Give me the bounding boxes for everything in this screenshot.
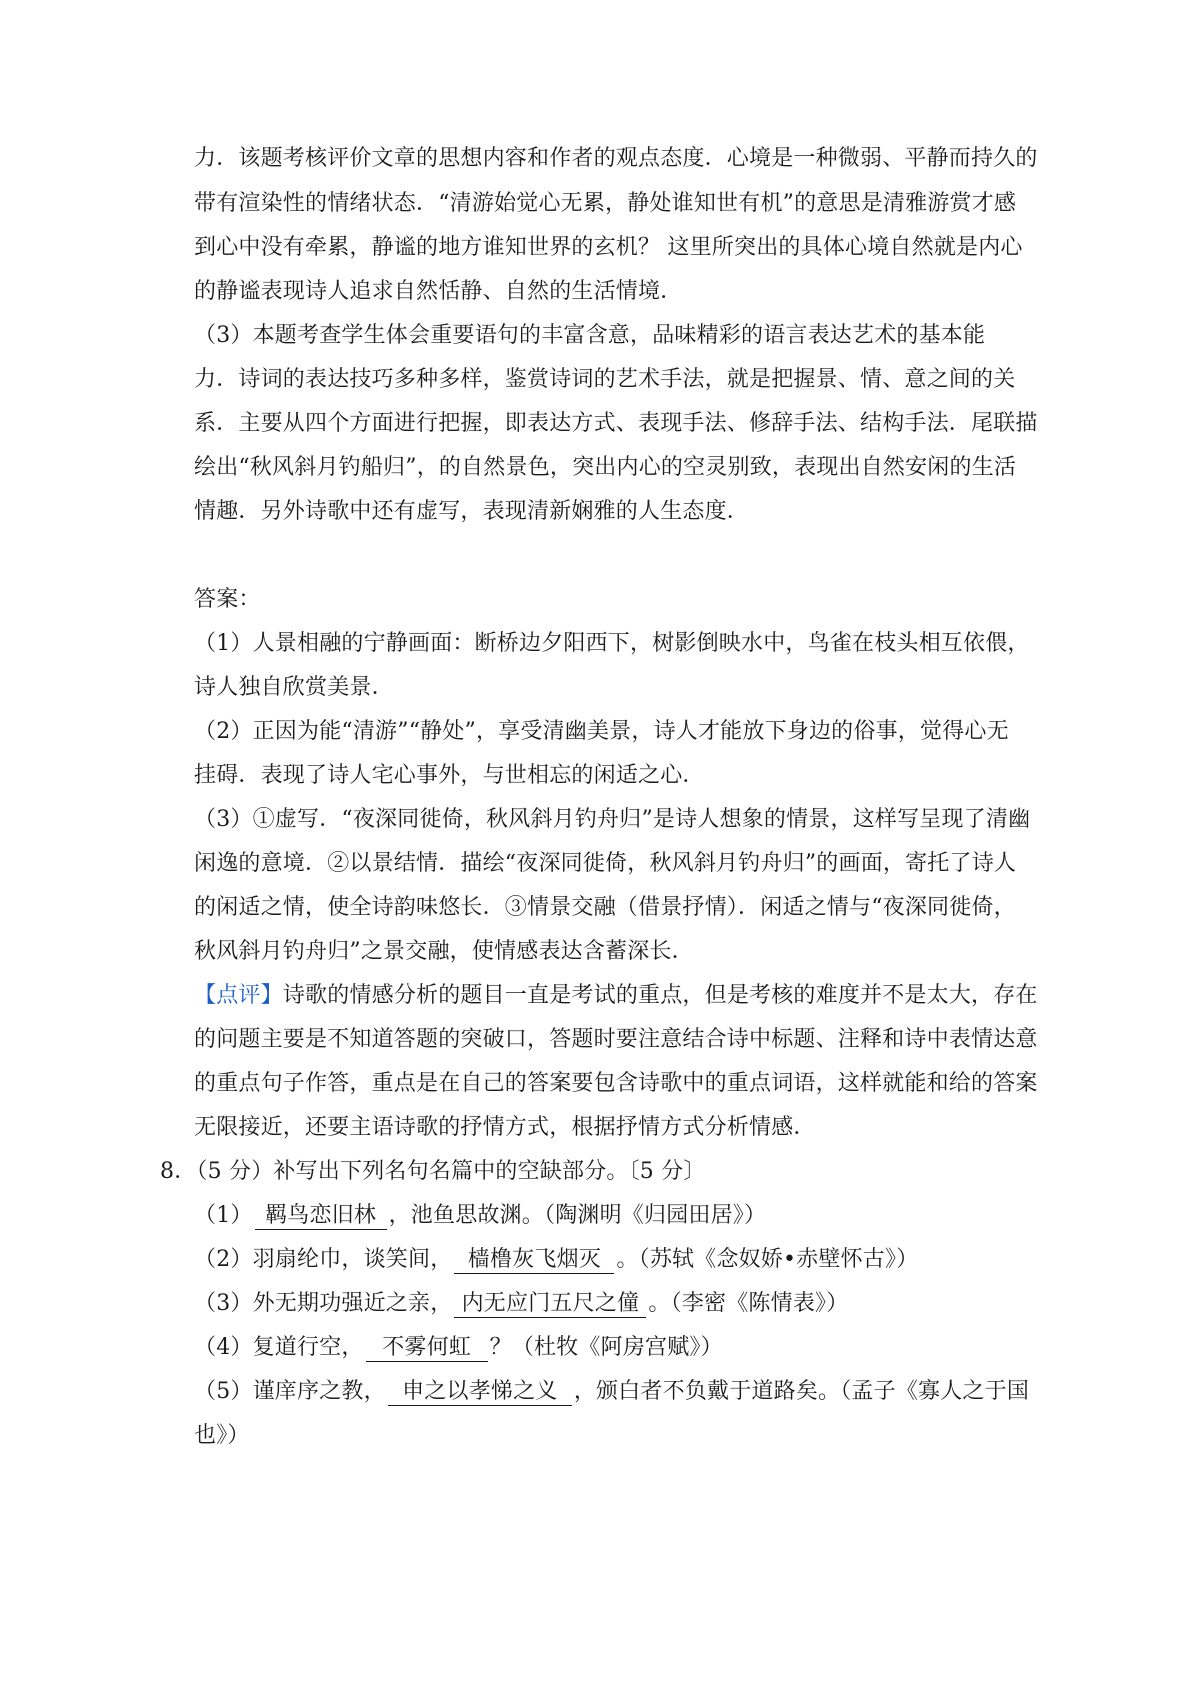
item-number: （3） — [194, 1291, 253, 1316]
text-line: 诗人独自欣赏美景． — [194, 675, 394, 700]
text-line: 带有渲染性的情绪状态．“清游始觉心无累，静处谁知世有机”的意思是清雅游赏才感 — [194, 191, 1017, 216]
text-line: 绘出“秋风斜月钓船归”，的自然景色，突出内心的空灵别致，表现出自然安闲的生活 — [194, 455, 1017, 480]
text-line: 力．该题考核评价文章的思想内容和作者的观点态度．心境是一种微弱、平静而持久的 — [194, 146, 1038, 171]
text-line: 无限接近，还要主语诗歌的抒情方式，根据抒情方式分析情感． — [194, 1115, 816, 1140]
text-line: 也》） — [194, 1423, 250, 1448]
item-suffix: ，池鱼思故渊。（陶渊明《归园田居》） — [388, 1203, 767, 1228]
answer-blank: 内无应门五尺之僮 — [454, 1291, 646, 1318]
text-line: 情趣．另外诗歌中还有虚写，表现清新娴雅的人生态度． — [194, 499, 750, 524]
text-line: （3）本题考查学生体会重要语句的丰富含意，品味精彩的语言表达艺术的基本能 — [194, 323, 986, 348]
item-prefix: 羽扇纶巾，谈笑间， — [252, 1247, 453, 1272]
text-line: 的静谧表现诗人追求自然恬静、自然的生活情境． — [194, 279, 683, 304]
answer-blank: 羁鸟恋旧林 — [255, 1203, 387, 1230]
question-item — [194, 1288, 848, 1320]
item-number: （4） — [194, 1335, 253, 1360]
question-item — [194, 1200, 766, 1232]
text-line: （2）正因为能“清游”“静处”，享受清幽美景，诗人才能放下身边的俗事，觉得心无 — [194, 719, 1009, 744]
comment-text: 诗歌的情感分析的题目一直是考试的重点，但是考核的难度并不是太大，存在 — [282, 983, 1038, 1008]
question-item — [194, 1376, 1029, 1408]
text-line: 秋风斜月钓舟归”之景交融，使情感表达含蓄深长． — [194, 939, 694, 964]
text-line: 系．主要从四个方面进行把握，即表达方式、表现手法、修辞手法、结构手法．尾联描 — [194, 411, 1038, 436]
text-line: 的重点句子作答，重点是在自己的答案要包含诗歌中的重点词语，这样就能和给的答案 — [194, 1071, 1038, 1096]
item-suffix: 。（李密《陈情表》） — [648, 1291, 849, 1316]
answer-blank: 申之以孝悌之义 — [388, 1379, 572, 1406]
answer-label: 答案： — [194, 587, 261, 612]
comment-first-line — [194, 980, 1038, 1012]
text-line: （3）①虚写．“夜深同徙倚，秋风斜月钓舟归”是诗人想象的情景，这样写呈现了清幽 — [194, 807, 1031, 832]
item-suffix: ，颁白者不负戴于道路矣。（孟子《寡人之于国 — [573, 1379, 1030, 1404]
item-number: （2） — [194, 1247, 253, 1272]
question-title: 8．（5 分）补写出下列名句名篇中的空缺部分。〔5 分〕 — [160, 1159, 706, 1184]
text-line: （1）人景相融的宁静画面：断桥边夕阳西下，树影倒映水中，鸟雀在枝头相互依偎， — [194, 631, 1030, 656]
item-prefix: 谨庠序之教， — [252, 1379, 386, 1404]
answer-blank: 樯橹灰飞烟灭 — [454, 1247, 614, 1274]
text-line: 到心中没有牵累，静谧的地方谁知世界的玄机？ 这里所突出的具体心境自然就是内心 — [194, 235, 1023, 260]
text-line: 力．诗词的表达技巧多种多样，鉴赏诗词的艺术手法，就是把握景、情、意之间的关 — [194, 367, 1016, 392]
question-item — [194, 1244, 918, 1276]
text-line: 的闲适之情，使全诗韵味悠长．③情景交融（借景抒情）．闲适之情与“夜深同徙倚， — [194, 895, 1016, 920]
answer-blank: 不雾何虹 — [366, 1335, 488, 1362]
text-line: 挂碍．表现了诗人宅心事外，与世相忘的闲适之心． — [194, 763, 705, 788]
item-number: （5） — [194, 1379, 253, 1404]
item-suffix: 。（苏轼《念奴娇•赤壁怀古》） — [616, 1247, 919, 1272]
text-line: 的问题主要是不知道答题的突破口，答题时要注意结合诗中标题、注释和诗中表情达意 — [194, 1027, 1038, 1052]
item-number: （1） — [194, 1203, 253, 1228]
text-line: 闲逸的意境．②以景结情．描绘“夜深同徙倚，秋风斜月钓舟归”的画面，寄托了诗人 — [194, 851, 1017, 876]
item-prefix: 复道行空， — [252, 1335, 364, 1360]
question-item — [194, 1332, 723, 1364]
comment-tag: 【点评】 — [194, 983, 283, 1008]
item-suffix: ？（杜牧《阿房宫赋》） — [489, 1335, 723, 1360]
item-prefix: 外无期功强近之亲， — [252, 1291, 453, 1316]
